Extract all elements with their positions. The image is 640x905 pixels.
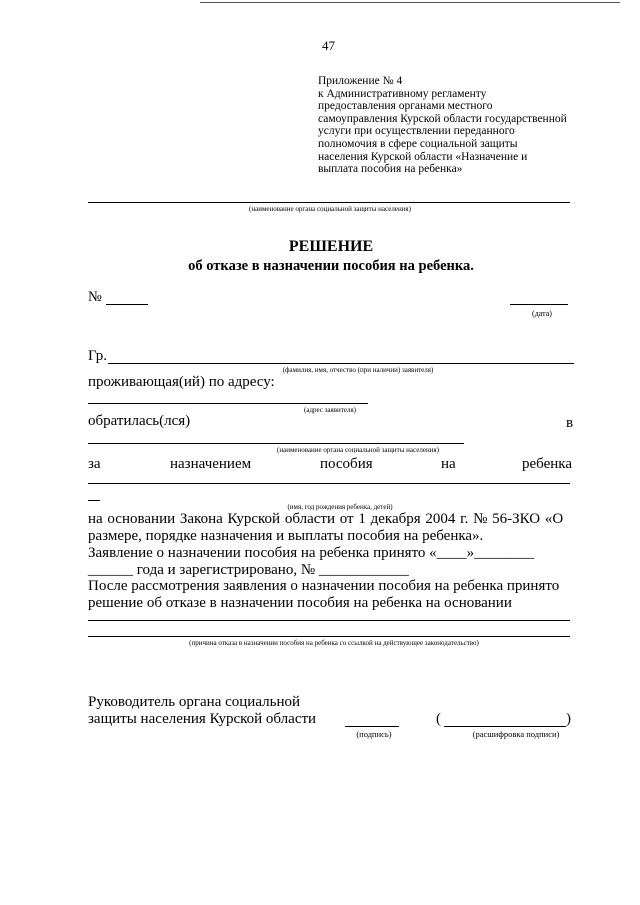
page-number: 47 (322, 38, 335, 53)
appendix-block (318, 75, 567, 176)
purpose-word: ребенка (522, 456, 572, 472)
appendix-line: Приложение № 4 (318, 75, 403, 87)
decoding-caption: (расшифровка подписи) (472, 729, 560, 739)
head-line: Руководитель органа социальной (88, 694, 300, 710)
law-line: размере, порядке назначения и выплаты пособия на ребенка». (88, 528, 484, 544)
date-line (510, 304, 568, 305)
appendix-line: услуги при осуществлении переданного (318, 125, 515, 138)
appendix-line: к Административному регламенту (318, 87, 487, 100)
top-rule (200, 2, 620, 3)
number-label: № (88, 289, 102, 305)
purpose-word: пособия (320, 456, 373, 472)
child-caption: (имя, год рождения ребенка, детей) (287, 503, 393, 511)
reason-caption: (причина отказа в назначении пособия на ребенка со ссылкой на действующее законодательство) (189, 639, 479, 647)
document-subtitle: об отказе в назначении пособия на ребенка. (188, 258, 474, 274)
head-line: защиты населения Курской области (88, 711, 317, 727)
appendix-line: полномочия в сфере социальной защиты (318, 137, 518, 150)
authority-line (88, 202, 570, 203)
application-text: Заявление о назначении пособия на ребенка принято «____»________ (88, 545, 535, 561)
residing-label: проживающая(ий) по адресу: (88, 374, 275, 390)
citizen-label: Гр. (88, 348, 107, 364)
child-line (88, 483, 570, 484)
document-title: РЕШЕНИЕ (288, 238, 374, 255)
signature-line (345, 726, 399, 727)
citizen-line (108, 363, 574, 364)
authority2-line (88, 443, 464, 444)
decoding-open-paren: ( (436, 711, 441, 727)
appendix-line: населения Курской области «Назначение и (318, 150, 528, 163)
date-caption: (дата) (532, 309, 552, 318)
reason-line (88, 620, 570, 621)
purpose-word: на (441, 456, 456, 472)
decoding-close-paren: ) (566, 711, 571, 727)
decision-line: После рассмотрения заявления о назначении пособия на ребенка принято (88, 578, 560, 594)
reason-line (88, 636, 570, 637)
child-line-dash (88, 500, 100, 501)
address-caption: (адрес заявителя) (304, 406, 356, 414)
applied-to: в (566, 415, 574, 431)
appendix-line: самоуправления Курской области государственной (318, 112, 567, 125)
number-line (106, 304, 148, 305)
citizen-caption: (фамилия, имя, отчество (при наличии) заявителя) (282, 366, 434, 374)
appendix-line: выплата пособия на ребенка» (318, 163, 463, 176)
purpose-word: назначением (170, 456, 252, 472)
decision-line: решение об отказе в назначении пособия на ребенка на основании (88, 595, 512, 611)
decoding-line (444, 726, 566, 727)
authority-caption: (наименование органа социальной защиты населения) (249, 205, 411, 213)
purpose-word: за (88, 456, 101, 472)
applied-label: обратилась(лся) (88, 413, 191, 429)
appendix-line: предоставления органами местного (318, 100, 493, 113)
authority2-caption: (наименование органа социальной защиты населения) (277, 446, 439, 454)
law-line: на основании Закона Курской области от 1 декабря 2004 г. № 56-ЗКО «О (88, 511, 564, 527)
signature-caption: (подпись) (356, 729, 392, 739)
registered-text: ______ года и зарегистрировано, № ____________ (88, 562, 409, 578)
address-line (88, 403, 368, 404)
